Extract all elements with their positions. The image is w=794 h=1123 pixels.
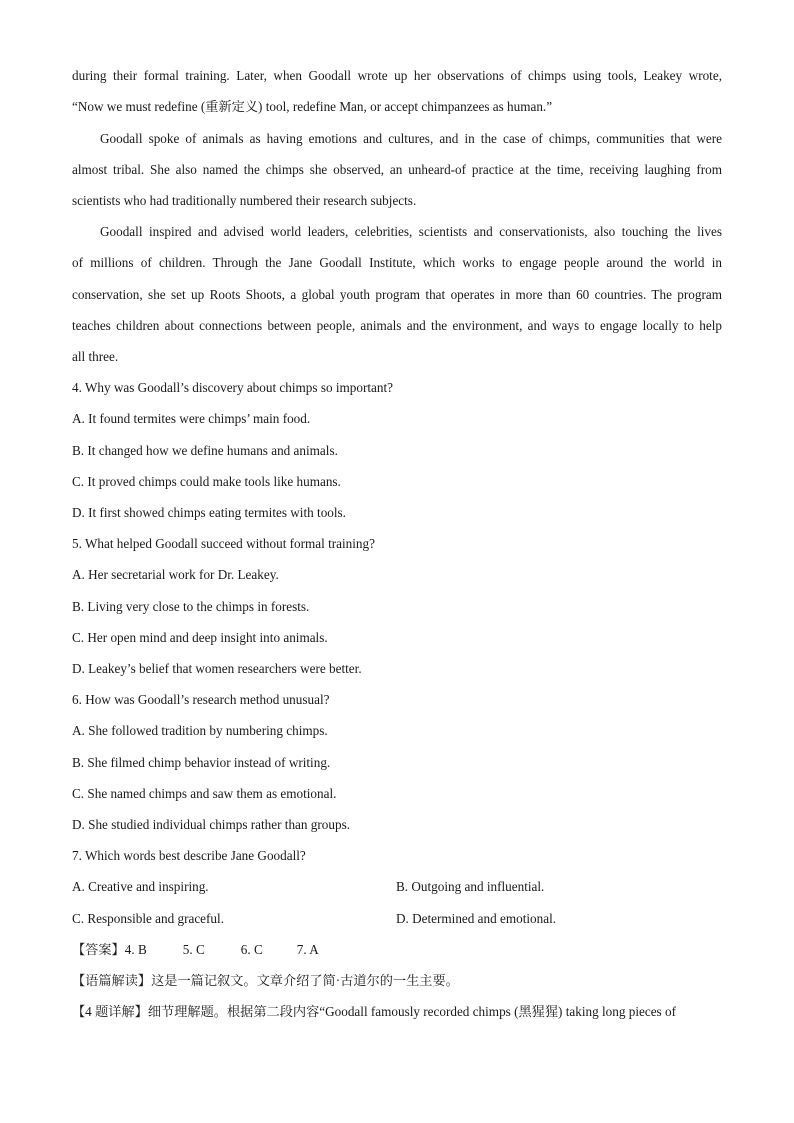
question-4-option-a: A. It found termites were chimps’ main food. [72, 411, 311, 426]
analysis-label: 【语篇解读】 [72, 973, 152, 988]
answer-key [72, 942, 319, 958]
passage-p2-line3: scientists who had traditionally numbered their research subjects. [72, 193, 417, 208]
answer-label: 【答案】 [72, 942, 125, 957]
question-7-option-b: B. Outgoing and influential. [396, 879, 545, 894]
question-6-option-a: A. She followed tradition by numbering chimps. [72, 723, 328, 738]
question-7-option-d: D. Determined and emotional. [396, 911, 557, 926]
question-5-option-d: D. Leakey’s belief that women researchers were better. [72, 661, 362, 676]
question-4-option-d: D. It first showed chimps eating termites with tools. [72, 505, 346, 520]
question-5-option-c: C. Her open mind and deep insight into animals. [72, 630, 328, 645]
answer-5: 5. C [182, 942, 205, 957]
answer-7: 7. A [296, 942, 319, 957]
question-4-stem: 4. Why was Goodall’s discovery about chimps so important? [72, 380, 393, 395]
question-7-stem: 7. Which words best describe Jane Goodall? [72, 848, 306, 863]
question-6-option-b: B. She filmed chimp behavior instead of writing. [72, 755, 331, 770]
passage-p3-line3: conservation, she set up Roots Shoots, a global youth program that operates in more than 60 countries. The program [72, 287, 722, 302]
question-6-stem: 6. How was Goodall’s research method unusual? [72, 692, 330, 707]
question-5-stem: 5. What helped Goodall succeed without formal training? [72, 536, 375, 551]
question-5-option-a: A. Her secretarial work for Dr. Leakey. [72, 567, 279, 582]
question-4-option-c: C. It proved chimps could make tools like humans. [72, 474, 341, 489]
explanation-label: 【4 题详解】 [72, 1004, 148, 1019]
answer-6: 6. C [240, 942, 263, 957]
question-7-option-c: C. Responsible and graceful. [72, 911, 224, 926]
question-4-option-b: B. It changed how we define humans and animals. [72, 443, 338, 458]
question-4-explanation [72, 1004, 676, 1020]
passage-p3-line1: Goodall inspired and advised world leaders, celebrities, scientists and conservationists, also touching the lives [100, 224, 722, 239]
passage-p2-line2: almost tribal. She also named the chimps she observed, an unheard-of practice at the time, receiving laughing from [72, 162, 722, 177]
analysis-text: 这是一篇记叙文。文章介绍了简·古道尔的一生主要。 [151, 973, 459, 988]
passage-p3-line2: of millions of children. Through the Jane Goodall Institute, which works to engage people around the world in [72, 255, 722, 270]
question-7-option-a: A. Creative and inspiring. [72, 879, 209, 894]
passage-p1-line1: during their formal training. Later, when Goodall wrote up her observations of chimps using tools, Leakey wrote, [72, 68, 722, 83]
passage-analysis [72, 973, 459, 989]
question-5-option-b: B. Living very close to the chimps in forests. [72, 599, 310, 614]
passage-p3-line4: teaches children about connections between people, animals and the environment, and ways to engage locally to help [72, 318, 722, 333]
answer-4: 4. B [124, 942, 147, 957]
passage-p3-line5: all three. [72, 349, 119, 364]
passage-p2-line1: Goodall spoke of animals as having emotions and cultures, and in the case of chimps, communities that were [100, 131, 722, 146]
question-6-option-d: D. She studied individual chimps rather than groups. [72, 817, 350, 832]
explanation-text: 细节理解题。根据第二段内容“Goodall famously recorded chimps (黑猩猩) taking long pieces of [147, 1004, 676, 1019]
passage-p1-line2: “Now we must redefine (重新定义) tool, redefine Man, or accept chimpanzees as human.” [72, 99, 553, 114]
question-6-option-c: C. She named chimps and saw them as emotional. [72, 786, 337, 801]
